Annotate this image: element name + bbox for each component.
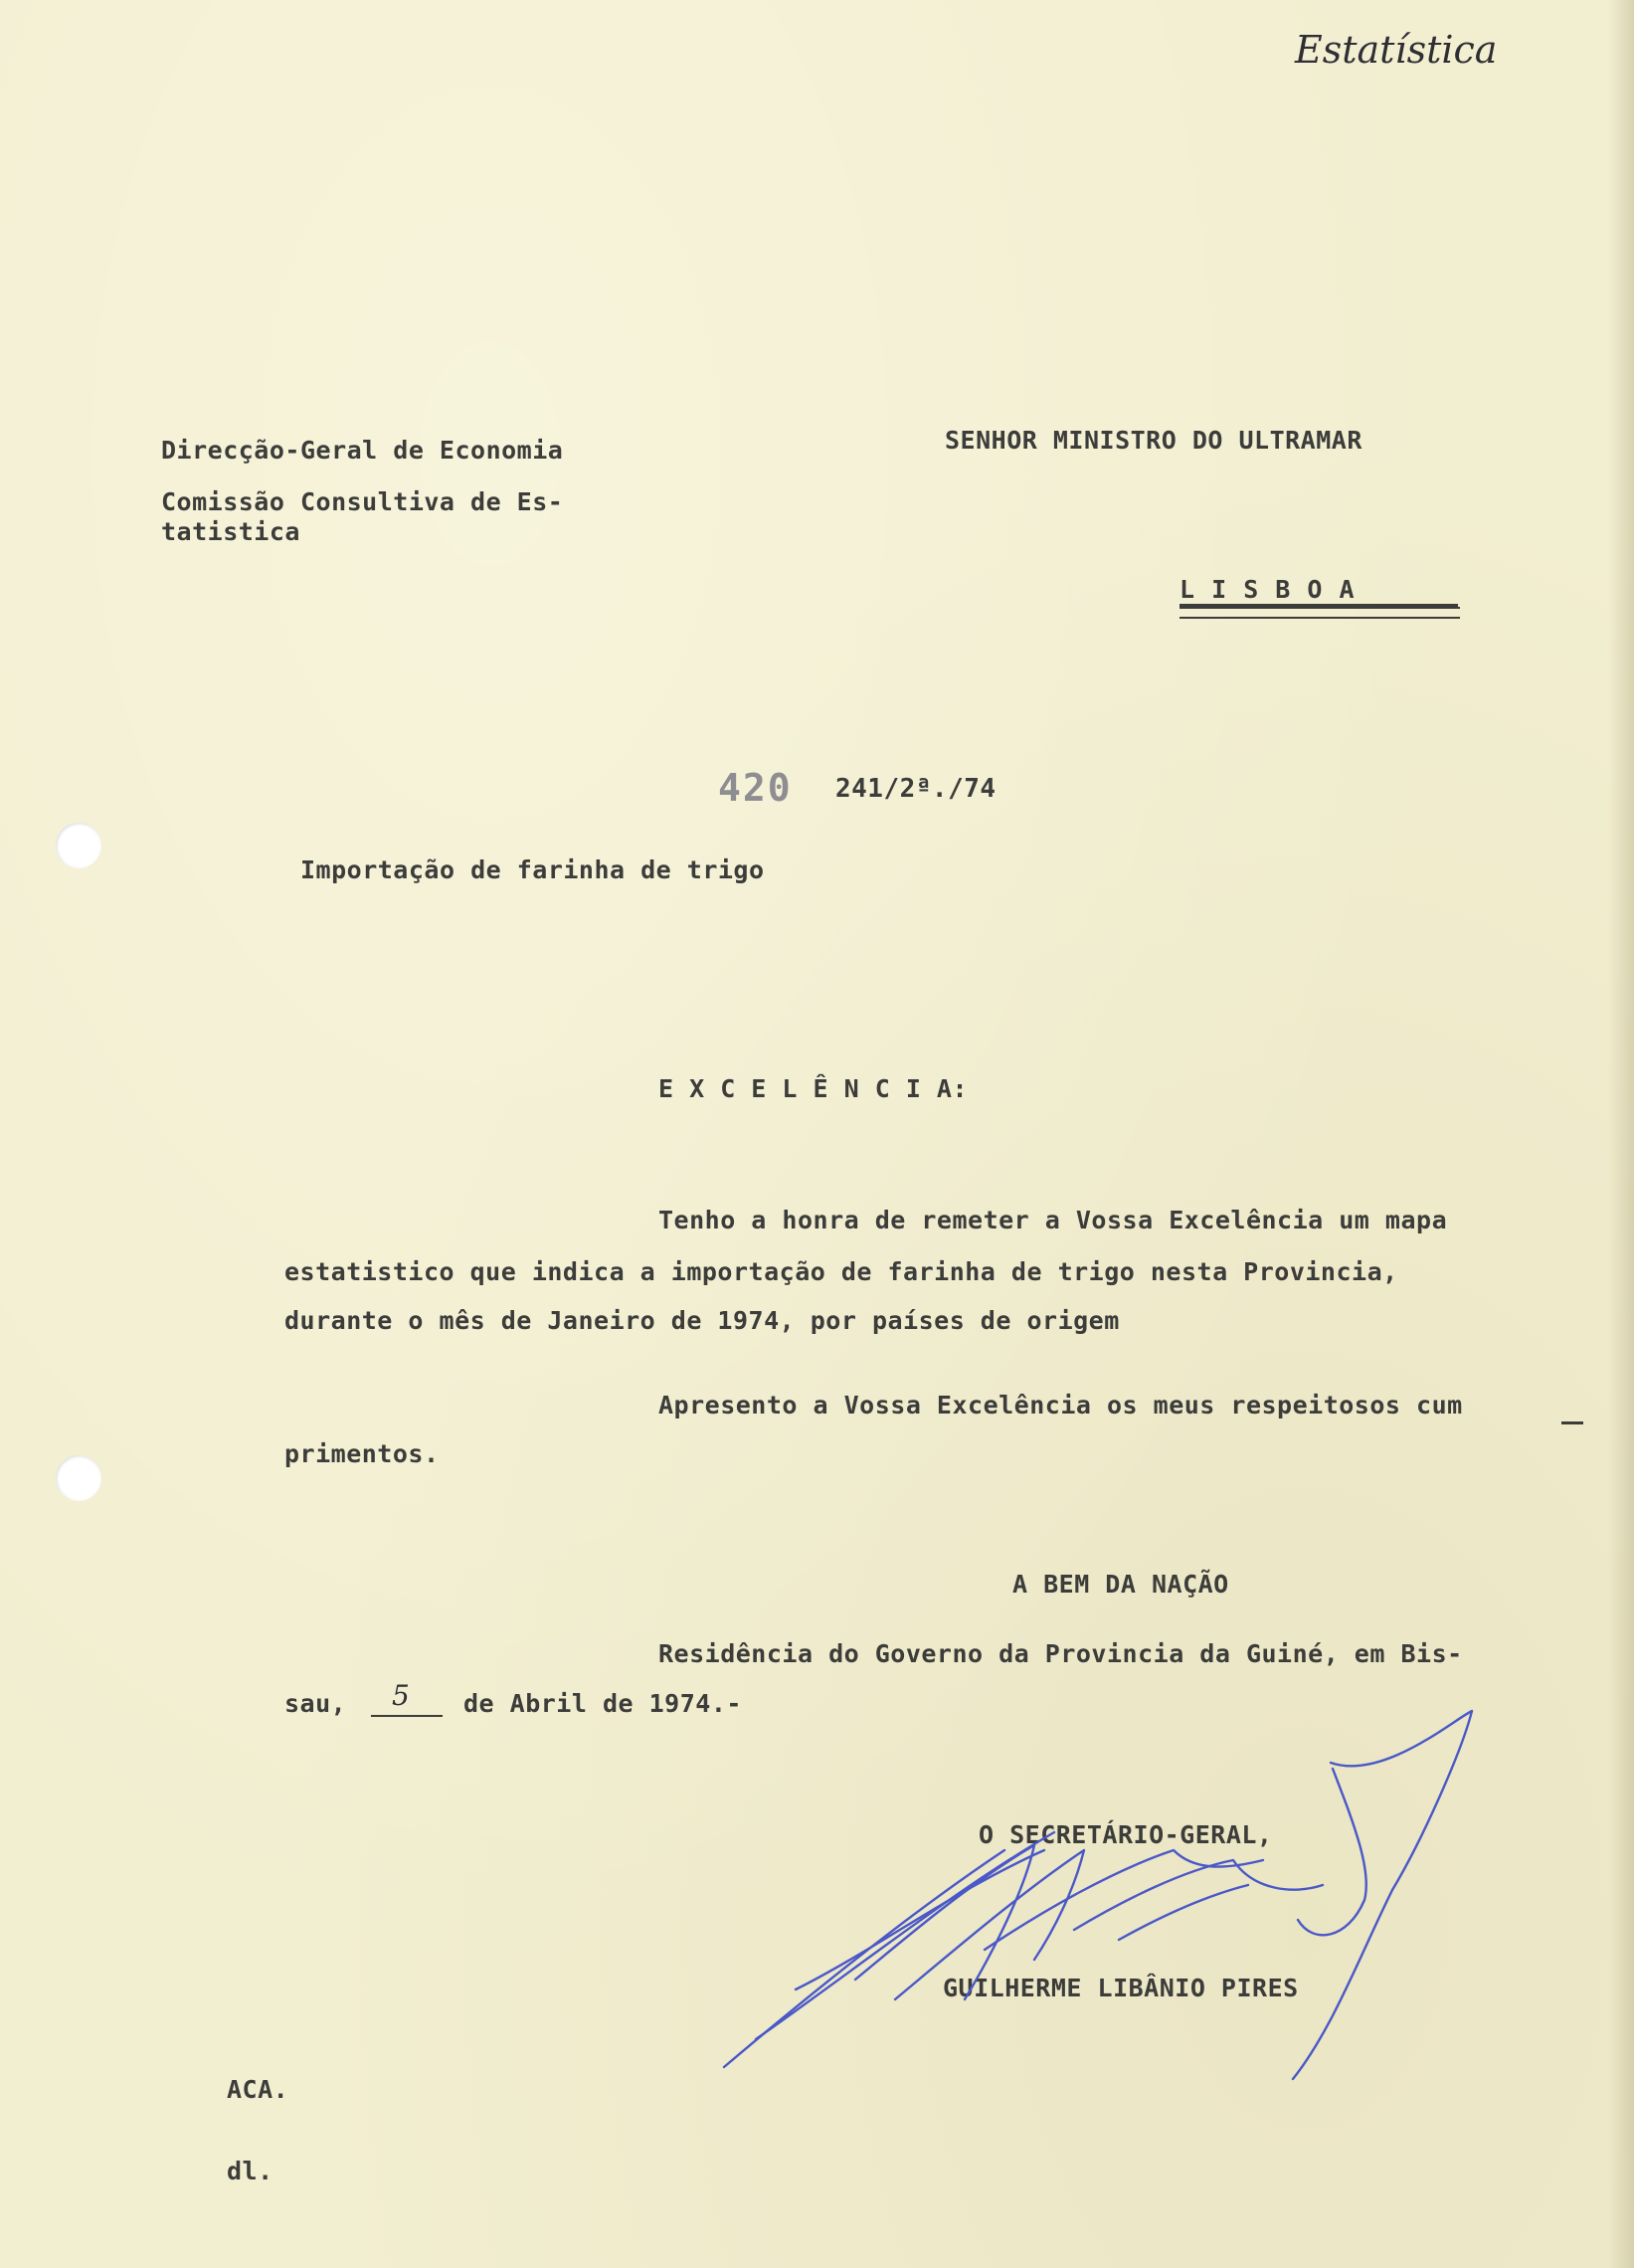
hyphen-underline xyxy=(1561,1421,1583,1424)
paper-edge-shadow xyxy=(1608,0,1634,2268)
handwritten-annotation: Estatística xyxy=(1295,28,1498,72)
body-p1-line2: estatistico que indica a importação de farinha de trigo nesta Provincia, xyxy=(284,1257,1398,1286)
punch-hole-bottom xyxy=(56,1455,101,1501)
body-p1-line3: durante o mês de Janeiro de 1974, por países de origem xyxy=(284,1306,1120,1335)
initials-line2: dl. xyxy=(227,2157,273,2185)
body-p1-line1: Tenho a honra de remeter a Vossa Excelência um mapa xyxy=(658,1206,1448,1234)
signature-name: GUILHERME LIBÂNIO PIRES xyxy=(943,1974,1299,2002)
recipient-city: L I S B O A xyxy=(1180,575,1356,604)
signature-role: O SECRETÁRIO-GERAL, xyxy=(979,1820,1273,1849)
sender-line-2: Comissão Consultiva de Es- xyxy=(161,487,564,516)
closing-motto: A BEM DA NAÇÃO xyxy=(1012,1570,1229,1599)
body-p2-line1: Apresento a Vossa Excelência os meus respeitosos cum xyxy=(658,1391,1463,1419)
sender-line-1: Direcção-Geral de Economia xyxy=(161,436,564,465)
closing-place-prefix: sau, xyxy=(284,1689,347,1718)
reference-code: 241/2ª./74 xyxy=(835,774,997,804)
recipient-title: SENHOR MINISTRO DO ULTRAMAR xyxy=(945,426,1362,455)
initials-line1: ACA. xyxy=(227,2075,289,2104)
city-double-rule xyxy=(1180,607,1460,619)
body-p2-line2: primentos. xyxy=(284,1439,440,1468)
handwritten-day: 5 xyxy=(392,1679,410,1712)
sender-line-3: tatistica xyxy=(161,517,300,546)
subject-line: Importação de farinha de trigo xyxy=(300,855,765,884)
reference-stamp-number: 420 xyxy=(718,766,793,810)
day-blank-line xyxy=(371,1715,443,1717)
closing-place-line1: Residência do Governo da Provincia da Guiné, em Bis- xyxy=(658,1639,1463,1668)
salutation: E X C E L Ê N C I A: xyxy=(658,1074,969,1103)
closing-place-suffix: de Abril de 1974.- xyxy=(463,1689,742,1718)
punch-hole-top xyxy=(56,823,101,868)
